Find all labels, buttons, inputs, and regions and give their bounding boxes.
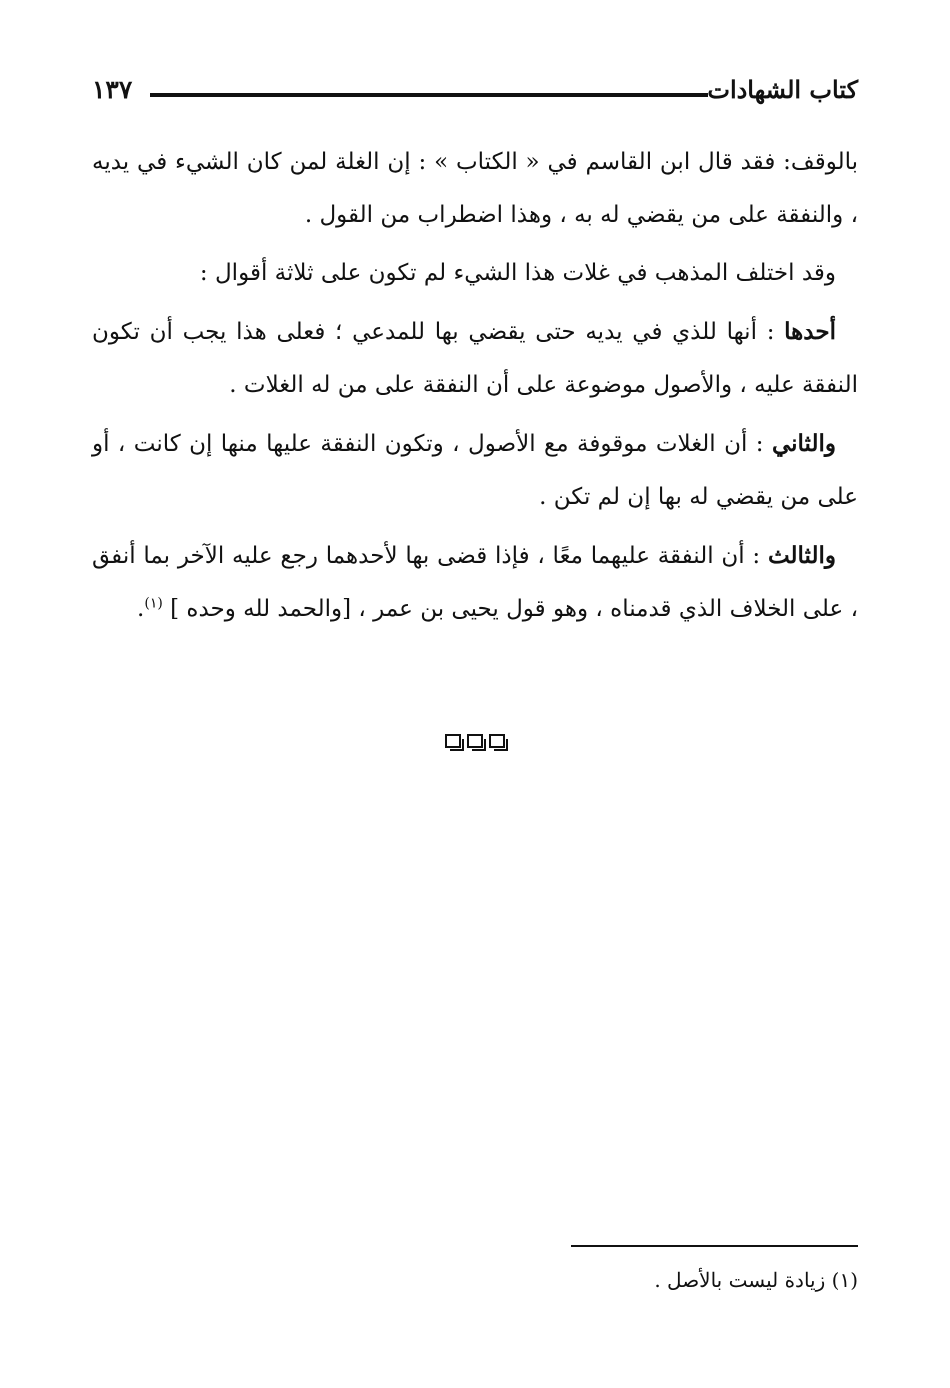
first-opinion-text: : أنها للذي في يديه حتى يقضي بها للمدعي ؛ فعلى هذا يجب أن تكون النفقة عليه ، والأصول موضوعة على أن النفقة على من له الغلات . [92,319,858,398]
first-opinion-label: أحدها [784,318,836,345]
book-title: كتاب الشهادات [707,75,858,104]
footnote: (١) زيادة ليست بالأصل . [654,1268,858,1292]
footnote-reference[interactable]: (١) [144,595,163,612]
second-opinion-label: والثاني [771,430,836,457]
paragraph-2: وقد اختلف المذهب في غلات هذا الشيء لم تكون على ثلاثة أقوال : [199,260,836,286]
header-rule [150,93,708,97]
page-number: ١٣٧ [92,75,133,104]
third-opinion-label: والثالث [767,542,836,569]
section-end-ornament [445,734,515,756]
main-text [92,136,858,641]
footnote-rule [571,1245,858,1247]
ornament-square-icon [489,734,505,748]
third-opinion-text: : أن النفقة عليهما معًا ، فإذا قضى بها لأحدهما رجع عليه الآخر بما أنفق ، على الخلاف الذي قدمناه ، وهو قول يحيى بن عمر ، [والحمد لله وحده ] [92,543,858,622]
ornament-square-icon [467,734,483,748]
paragraph-second-opinion [92,417,858,524]
ornament-square-icon [445,734,461,748]
running-header [92,68,858,112]
paragraph-third-opinion [92,529,858,636]
paragraph-first-opinion [92,305,858,412]
second-opinion-text: : أن الغلات موقوفة مع الأصول ، وتكون النفقة عليها منها إن كانت ، أو على من يقضي له بها إن لم تكن . [92,431,858,510]
paragraph-1: بالوقف: فقد قال ابن القاسم في « الكتاب » : إن الغلة لمن كان الشيء في يديه ، والنفقة على من يقضي له به ، وهذا اضطراب من القول . [92,149,858,228]
third-opinion-end: . [137,596,145,622]
